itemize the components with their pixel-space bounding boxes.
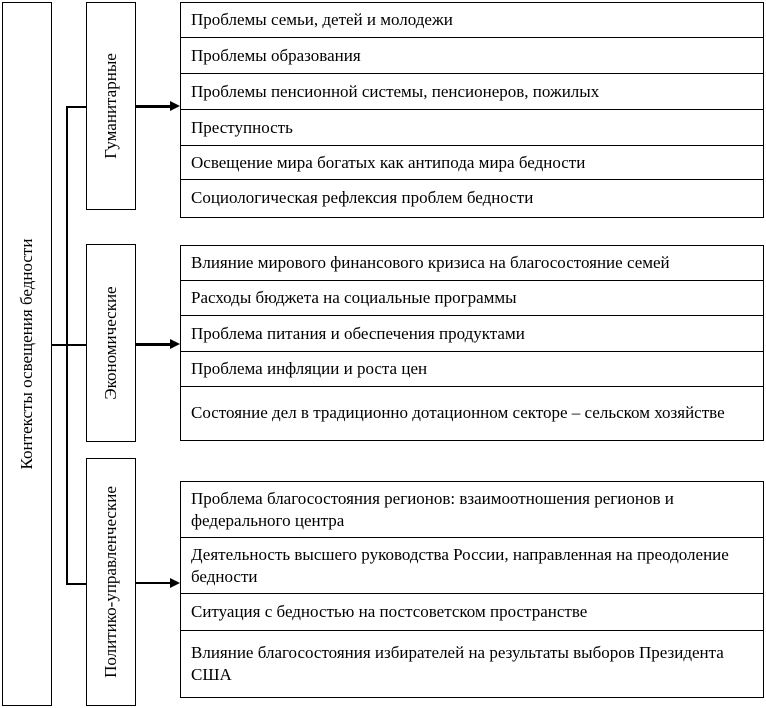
arrow-line-1 [136,105,170,108]
list-item: Проблемы образования [181,37,763,73]
arrow-head-2 [170,339,180,349]
root-box [2,2,52,706]
root-label: Контексты освещения бедности [17,238,36,470]
list-item: Социологическая рефлексия проблем бедности [181,179,763,216]
arrow-line-2 [136,343,170,346]
arrow-head-1 [170,101,180,111]
arrow-head-3 [170,578,180,588]
items-group-economic [180,245,764,441]
list-item: Ситуация с бедностью на постсоветском пространстве [181,593,763,630]
connector-cat-1 [66,106,86,108]
arrow-line-3 [136,582,170,584]
items-group-humanitarian [180,2,764,218]
list-item: Преступность [181,109,763,145]
category-political [86,458,136,706]
list-item: Влияние благосостояния избирателей на результаты выборов Президента США [181,630,763,696]
list-item: Состояние дел в традиционно дотационном секторе – сельском хозяйстве [181,386,763,439]
category-humanitarian [86,2,136,210]
category-label: Экономические [101,286,120,400]
connector-cat-2 [66,344,86,346]
items-group-political [180,481,764,698]
list-item: Освещение мира богатых как антипода мира бедности [181,145,763,179]
category-economic [86,244,136,442]
list-item: Проблема инфляции и роста цен [181,351,763,386]
list-item: Проблема питания и обеспечения продуктами [181,315,763,351]
list-item: Проблема благосостояния регионов: взаимоотношения регионов и федерального центра [191,488,674,530]
list-item: Влияние мирового финансового кризиса на благосостояние семей [191,253,670,272]
category-label: Гуманитарные [101,53,120,159]
connector-root [52,344,67,346]
list-item: Проблемы пенсионной системы, пенсионеров, пожилых [181,73,763,109]
list-item: Расходы бюджета на социальные программы [181,280,763,315]
connector-cat-3 [66,583,86,585]
category-label: Политико-управленческие [101,486,120,678]
list-item: Деятельность высшего руководства России, направленная на преодоление бедности [181,537,763,593]
list-item: Проблемы семьи, детей и молодежи [191,10,453,29]
